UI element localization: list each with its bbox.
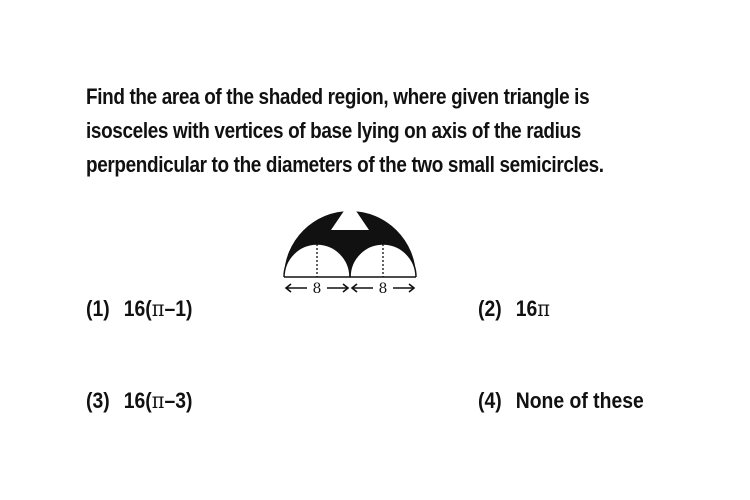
option-4[interactable] (478, 388, 644, 414)
question-line-1: Find the area of the shaded region, where given triangle is (86, 84, 590, 109)
left-dimension-label: 8 (312, 281, 322, 297)
option-4-text: None of these (515, 388, 644, 413)
option-2-number: (2) (478, 296, 502, 321)
question-text (86, 80, 602, 182)
option-1-number: (1) (86, 296, 110, 321)
option-2[interactable] (478, 296, 550, 322)
option-1[interactable] (86, 296, 192, 322)
option-1-text: 16(π–1) (123, 296, 193, 322)
right-dimension-label: 8 (378, 281, 388, 297)
geometry-figure (270, 190, 430, 308)
option-3-number: (3) (86, 388, 110, 413)
question-line-2: isosceles with vertices of base lying on axis of the radius (86, 118, 581, 143)
option-4-number: (4) (478, 388, 502, 413)
question-line-3: perpendicular to the diameters of the two small semicircles. (86, 152, 604, 177)
option-3-text: 16(π–3) (123, 388, 193, 414)
option-2-text: 16π (515, 296, 551, 322)
option-3[interactable] (86, 388, 192, 414)
